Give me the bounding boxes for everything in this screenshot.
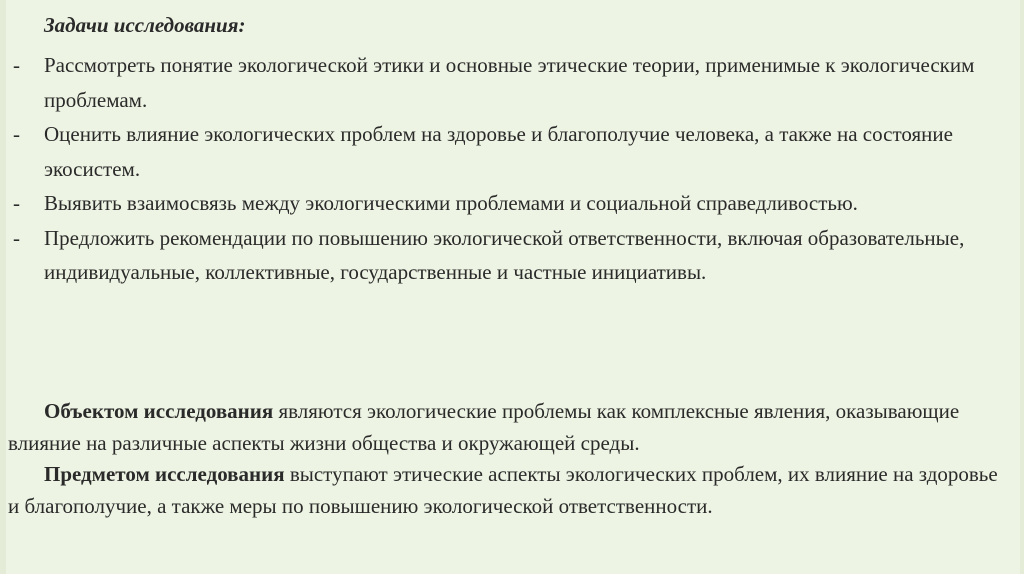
dash-marker: - xyxy=(13,191,20,215)
task-text: Предложить рекомендации по повышению экологической ответственности, включая образовательные, индивидуальные, коллективные, государственные и частные инициативы. xyxy=(44,225,965,284)
task-text: Рассмотреть понятие экологической этики и основные этические теории, применимые к экологическим проблемам. xyxy=(44,53,975,112)
research-subject-label: Предметом исследования xyxy=(44,462,285,486)
dash-marker: - xyxy=(13,225,20,250)
research-object-label: Объектом исследования xyxy=(44,399,274,423)
research-tasks-heading: Задачи исследования: xyxy=(44,13,246,37)
task-text: Оценить влияние экологических проблем на здоровье и благополучие человека, а также на состояние экосистем. xyxy=(44,122,953,181)
slide-left-edge xyxy=(0,0,6,574)
slide-right-edge xyxy=(1020,0,1024,574)
dash-marker: - xyxy=(13,122,20,146)
task-item xyxy=(8,117,1013,186)
research-subject-paragraph xyxy=(8,459,1013,522)
research-object-paragraph xyxy=(8,396,1013,459)
research-tasks-list xyxy=(8,48,1013,290)
research-object-text: являются экологические проблемы как комплексные явления, оказывающие влияние на различные аспекты жизни общества и окружающей среды. xyxy=(8,399,960,455)
task-item xyxy=(8,48,1013,117)
task-item xyxy=(8,186,1013,221)
research-subject-text: выступают этические аспекты экологических проблем, их влияние на здоровье и благополучие, а также меры по повышению экологической ответственности. xyxy=(8,462,998,518)
dash-marker: - xyxy=(13,53,20,77)
object-subject-section xyxy=(8,396,1013,522)
task-item xyxy=(8,221,1013,290)
task-text: Выявить взаимосвязь между экологическими проблемами и социальной справедливостью. xyxy=(44,191,858,215)
